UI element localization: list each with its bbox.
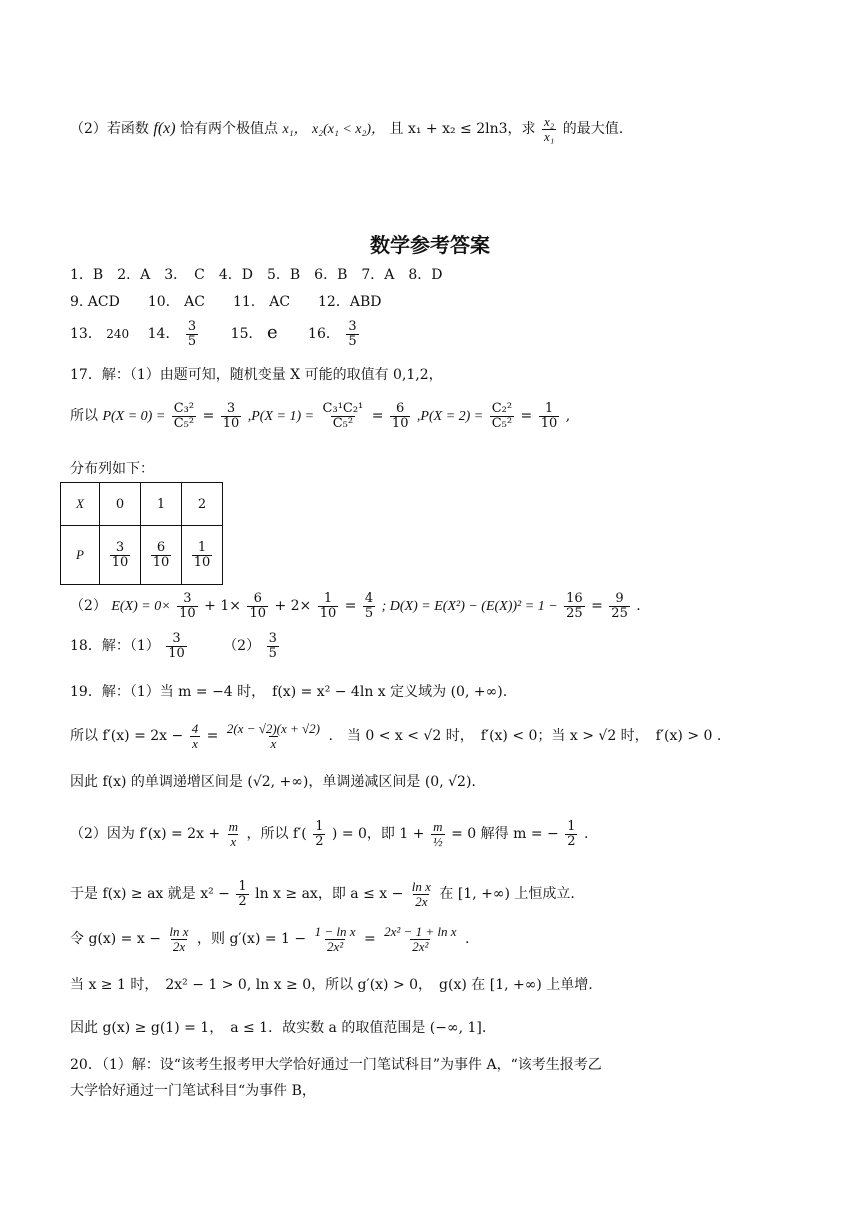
distribution-label: 分布列如下： [70,461,154,477]
q19-line-6: 令 g(x) = x − $\frac{\text{ln x}}{2x}$ ，则 g′(x) = 1 − $\frac{\text{1 − ln x}}{\text{2x²}}$ = $\frac{\text{2x² − 1 + ln x}}{\text{2x²}}$ . [70,924,470,954]
q17-line-1: 17．解：（1）由题可知，随机变量 X 可能的取值有 0,1,2， [70,367,443,383]
multiple-choice-row-1: 1．B 2．A 3． C 4．D 5．B 6．B 7．A 8．D [70,267,443,283]
prev-question-part2: （2）若函数 f(x) 恰有两个极值点 x₁， x₂(x₁ < x₂)， 且 x₁ + x₂ ≤ 2ln3，求 $\frac{\text{x₂}}{\text{x₁}}$ 的最大值. [70,114,624,144]
table-cell: $\frac{6}{10}$ [141,526,182,585]
fill-in-answers: 13． 240 14． $\frac{3}{5}$ 15． e 16． $\frac{3}{5}$ [70,319,357,349]
table-cell: $\frac{1}{10}$ [182,526,223,585]
q18-answer: 18．解：（1） $\frac{3}{10}$ （2） $\frac{3}{5}$ [70,631,277,661]
q19-line-2: 所以 f′(x) = 2x − $\frac{4}{x}$ = $\frac{2(x - √2)(x + √2)}{x}$ . 当 0 < x < √2 时， f′(x) < 0；当 x > √2 时， f′(x) > 0 . [70,721,722,751]
q19-line-7: 当 x ≥ 1 时， 2x² − 1 > 0, ln x ≥ 0，所以 g′(x) > 0， g(x) 在 [1, +∞) 上单增. [70,977,593,993]
q17-part-2: （2） E(X) = 0× $\frac{3}{10}$ + 1× $\frac{6}{10}$ + 2× $\frac{1}{10}$ = $\frac{4}{5}$ ; D(X) = E(X²) − (E(X))² = 1 − $\frac{16}{25}$ = $\frac{9}{25}$ . [70,591,641,621]
q19-line-8: 因此 g(x) ≥ g(1) = 1， a ≤ 1．故实数 a 的取值范围是 (−∞, 1]. [70,1020,487,1036]
q19-line-5: 于是 f(x) ≥ ax 就是 x² − $\frac{1}{2}$ ln x ≥ ax，即 a ≤ x − $\frac{\text{ln x}}{2x}$ 在 [1, +∞) 上恒成立. [70,879,575,909]
q20-line-2: 大学恰好通过一门笔试科目“为事件 B， [70,1083,316,1099]
table-header-cell: 1 [141,483,182,526]
table-header-cell: 0 [100,483,141,526]
q20-line-1: 20．（1）解：设“该考生报考甲大学恰好通过一门笔试科目”为事件 A，“该考生报考乙 [70,1057,602,1073]
table-header-cell: 2 [182,483,223,526]
ratio-fraction: $\frac{\text{x₂}}{\text{x₁}}$ [544,114,555,144]
table-row-label: P [61,526,100,585]
distribution-table [60,482,223,585]
table-header-cell: X [61,483,100,526]
q19-line-3: 因此 f(x) 的单调递增区间是 (√2, +∞)，单调递减区间是 (0, √2). [70,774,476,790]
q19-line-4: （2）因为 f′(x) = 2x + $\frac{m}{x}$ ，所以 f′( $\frac{1}{2}$ ) = 0，即 1 + $\frac{m}{\text{½}}$ = 0 解得 m = − $\frac{1}{2}$ . [70,819,589,849]
answer-14-fraction: $\frac{3}{5}$ [187,319,197,349]
multiple-choice-row-2: 9. ACD 10. AC 11. AC 12．ABD [70,294,382,310]
table-cell: $\frac{3}{10}$ [100,526,141,585]
answer-16-fraction: $\frac{3}{5}$ [348,319,357,349]
q17-probabilities: 所以 P(X = 0) = $\frac{\text{C₃²}}{\text{C₅²}}$ = $\frac{3}{10}$ ,P(X = 1) = $\frac{\text{C₃¹C₂¹}}{\text{C₅²}}$ = $\frac{6}{10}$ ,P(X = 2) = $\frac{\text{C₂²}}{\text{C₅²}}$ = $\frac{1}{10}$ , [70,401,571,431]
page-title: 数学参考答案 [370,233,490,257]
q19-line-1: 19．解：（1）当 m = −4 时， f(x) = x² − 4ln x 定义域为 (0, +∞). [70,684,508,700]
